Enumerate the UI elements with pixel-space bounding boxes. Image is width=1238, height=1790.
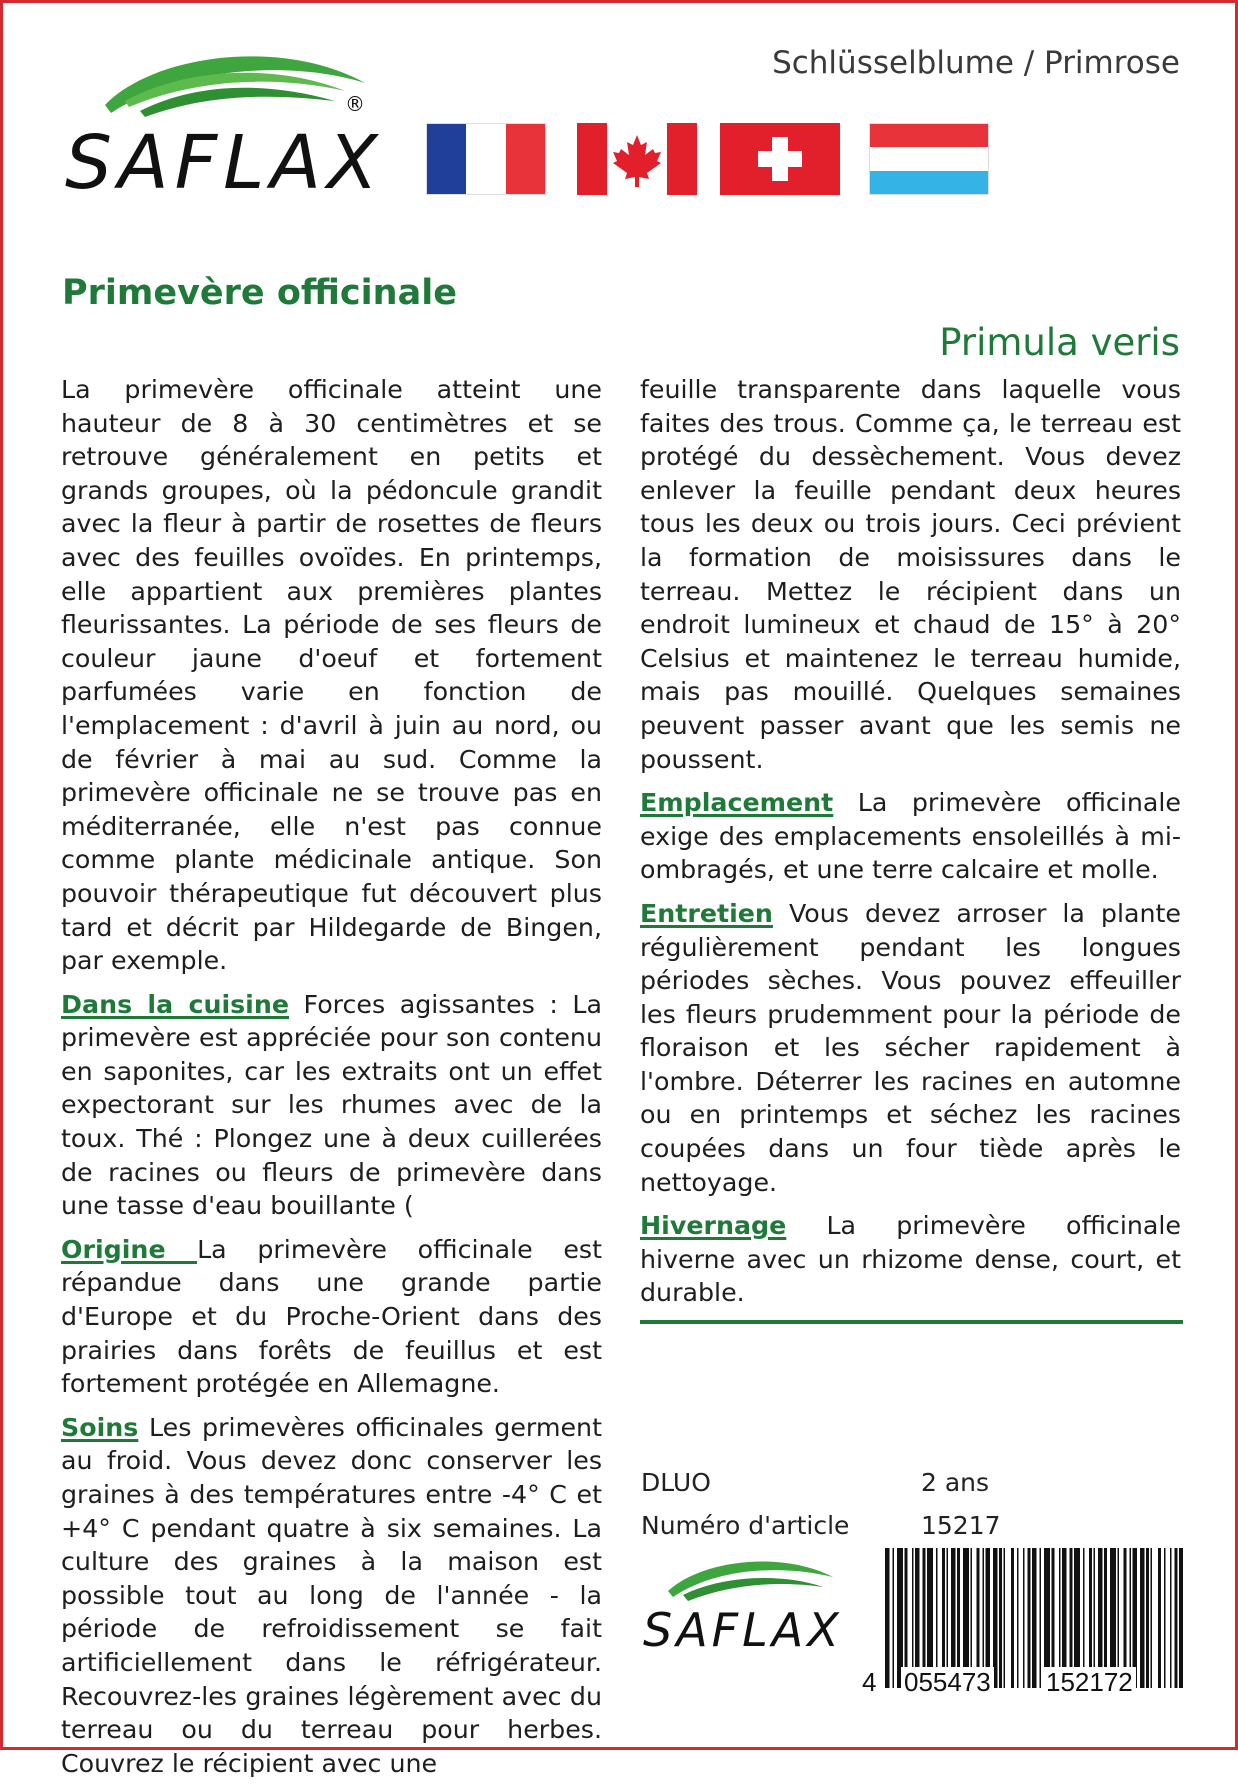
- barcode-bar: [1028, 1548, 1031, 1688]
- barcode-digit-first: 4: [859, 1667, 879, 1698]
- emplacement-section: [640, 786, 1181, 887]
- barcode-bar: [1179, 1548, 1183, 1688]
- barcode-bar: [1140, 1548, 1145, 1688]
- entretien-text: Vous devez arroser la plante régulièrement pendant les longues périodes sèches. Vous pouvez effeuiller les fleurs prudemment pour la période de floraison et les sécher rapidement à l'ombre. Déterrer les racines en automne ou en printemps et séchez les racines coupées dans un four tiède après le nettoyage.: [640, 898, 1181, 1197]
- barcode-bar: [1170, 1548, 1172, 1688]
- barcode-bar: [1011, 1548, 1014, 1688]
- article-number-value: 15217: [921, 1511, 1001, 1540]
- right-column: [640, 373, 1181, 1320]
- cuisine-section: [61, 988, 602, 1223]
- barcode-bar: [1040, 1548, 1042, 1688]
- luxembourg-flag-icon: [869, 123, 989, 195]
- hivernage-section: [640, 1209, 1181, 1310]
- saflax-logo: [65, 43, 410, 213]
- canada-flag-icon: [577, 123, 697, 195]
- hivernage-heading: Hivernage: [640, 1211, 787, 1241]
- soins-heading: Soins: [61, 1412, 139, 1442]
- barcode-bar: [1151, 1548, 1153, 1688]
- barcode-bar: [1158, 1548, 1161, 1688]
- svg-text:®: ®: [345, 92, 365, 116]
- barcode-bar: [1164, 1548, 1166, 1688]
- dluo-value: 2 ans: [921, 1468, 990, 1497]
- barcode-bar: [1032, 1548, 1037, 1688]
- origine-section: [61, 1233, 602, 1401]
- barcode-bar: [1023, 1548, 1025, 1688]
- section-divider: [640, 1320, 1183, 1324]
- latin-title: Primula veris: [939, 321, 1180, 364]
- soins-text: Les primevères officinales germent au froid. Vous devez donc conserver les graines à des températures entre -4° C et +4° C pendant quatre à six semaines. La culture des graines à la maison est possible tout au long de l'année - la période de refroidissement se fait artificiellement dans le réfrigérateur. Recouvrez-les graines légèrement avec du terreau ou du terreau pour herbes. Couvrez le récipient avec une: [61, 1412, 602, 1778]
- origine-heading: Origine: [61, 1234, 198, 1264]
- cuisine-text: Forces agissantes : La primevère est appréciée pour son contenu en saponites, car les extraits ont un effet expectorant sur les rhumes avec de la toux. Thé : Plongez une à deux cuillerées de racines ou fleurs de primevère dans une tasse d'eau bouillante (: [61, 989, 602, 1221]
- entretien-section: [640, 897, 1181, 1199]
- hivernage-text: La primevère officinale hiverne avec un rhizome dense, court, et durable.: [640, 1211, 1181, 1308]
- saflax-logo-small: [643, 1551, 858, 1661]
- origine-text: La primevère officinale est répandue dans une grande partie d'Europe et du Proche-Orient dans des prairies dans forêts de feuillus et est fortement protégée en Allemagne.: [61, 1234, 603, 1399]
- france-flag-icon: [426, 123, 546, 195]
- barcode-bar: [1146, 1548, 1149, 1688]
- barcode-bar: [1017, 1548, 1019, 1688]
- barcode-bar: [885, 1548, 890, 1688]
- cuisine-heading: Dans la cuisine: [61, 989, 290, 1019]
- switzerland-flag-icon: [720, 123, 840, 195]
- barcode-digits-left: 055473: [901, 1667, 994, 1698]
- intro-paragraph: La primevère officinale atteint une hauteur de 8 à 30 centimètres et se retrouve généralement en petits et grands groupes, où la pédoncule grandit avec la fleur à partir de rosettes de fleurs avec des feuilles ovoïdes. En printemps, elle appartient aux premières plantes fleurissantes. La période de ses fleurs de couleur jaune d'oeuf et fortement parfumées varie en fonction de l'emplacement : d'avril à juin au nord, ou de février à mai au sud. Comme la primevère officinale ne se trouve pas en méditerranée, elle n'est pas connue comme plante médicinale antique. Son pouvoir thérapeutique fut découvert plus tard et décrit par Hildegarde de Bingen, par exemple.: [61, 375, 602, 976]
- barcode-digits-right: 152172: [1043, 1667, 1136, 1698]
- entretien-heading: Entretien: [640, 898, 773, 928]
- soins-section: [61, 1411, 602, 1781]
- dluo-label: DLUO: [641, 1468, 711, 1497]
- header-subtitle: Schlüsselblume / Primrose: [772, 45, 1180, 81]
- main-title: Primevère officinale: [62, 273, 457, 313]
- svg-text:SAFLAX: SAFLAX: [643, 1603, 843, 1657]
- article-number-label: Numéro d'article: [641, 1511, 850, 1540]
- emplacement-heading: Emplacement: [640, 788, 834, 818]
- svg-text:SAFLAX: SAFLAX: [65, 120, 384, 206]
- barcode-bar: [999, 1548, 1002, 1688]
- left-column: [61, 373, 602, 1790]
- barcode-bar: [1175, 1548, 1178, 1688]
- emplacement-text: La primevère officinale exige des emplacements ensoleillés à mi-ombragés, et une terre calcaire et molle.: [640, 788, 1181, 885]
- barcode-bar: [1004, 1548, 1006, 1688]
- continued-paragraph: feuille transparente dans laquelle vous faites des trous. Comme ça, le terreau est protégé du dessèchement. Vous devez enlever la feuille pendant deux heures tous les deux ou trois jours. Ceci prévient la formation de moisissures dans le terreau. Mettez le récipient dans un endroit lumineux et chaud de 15° à 20° Celsius et maintenez le terreau humide, mais pas mouillé. Quelques semaines peuvent passer avant que les semis ne poussent.: [640, 375, 1181, 774]
- barcode-bar: [893, 1548, 895, 1688]
